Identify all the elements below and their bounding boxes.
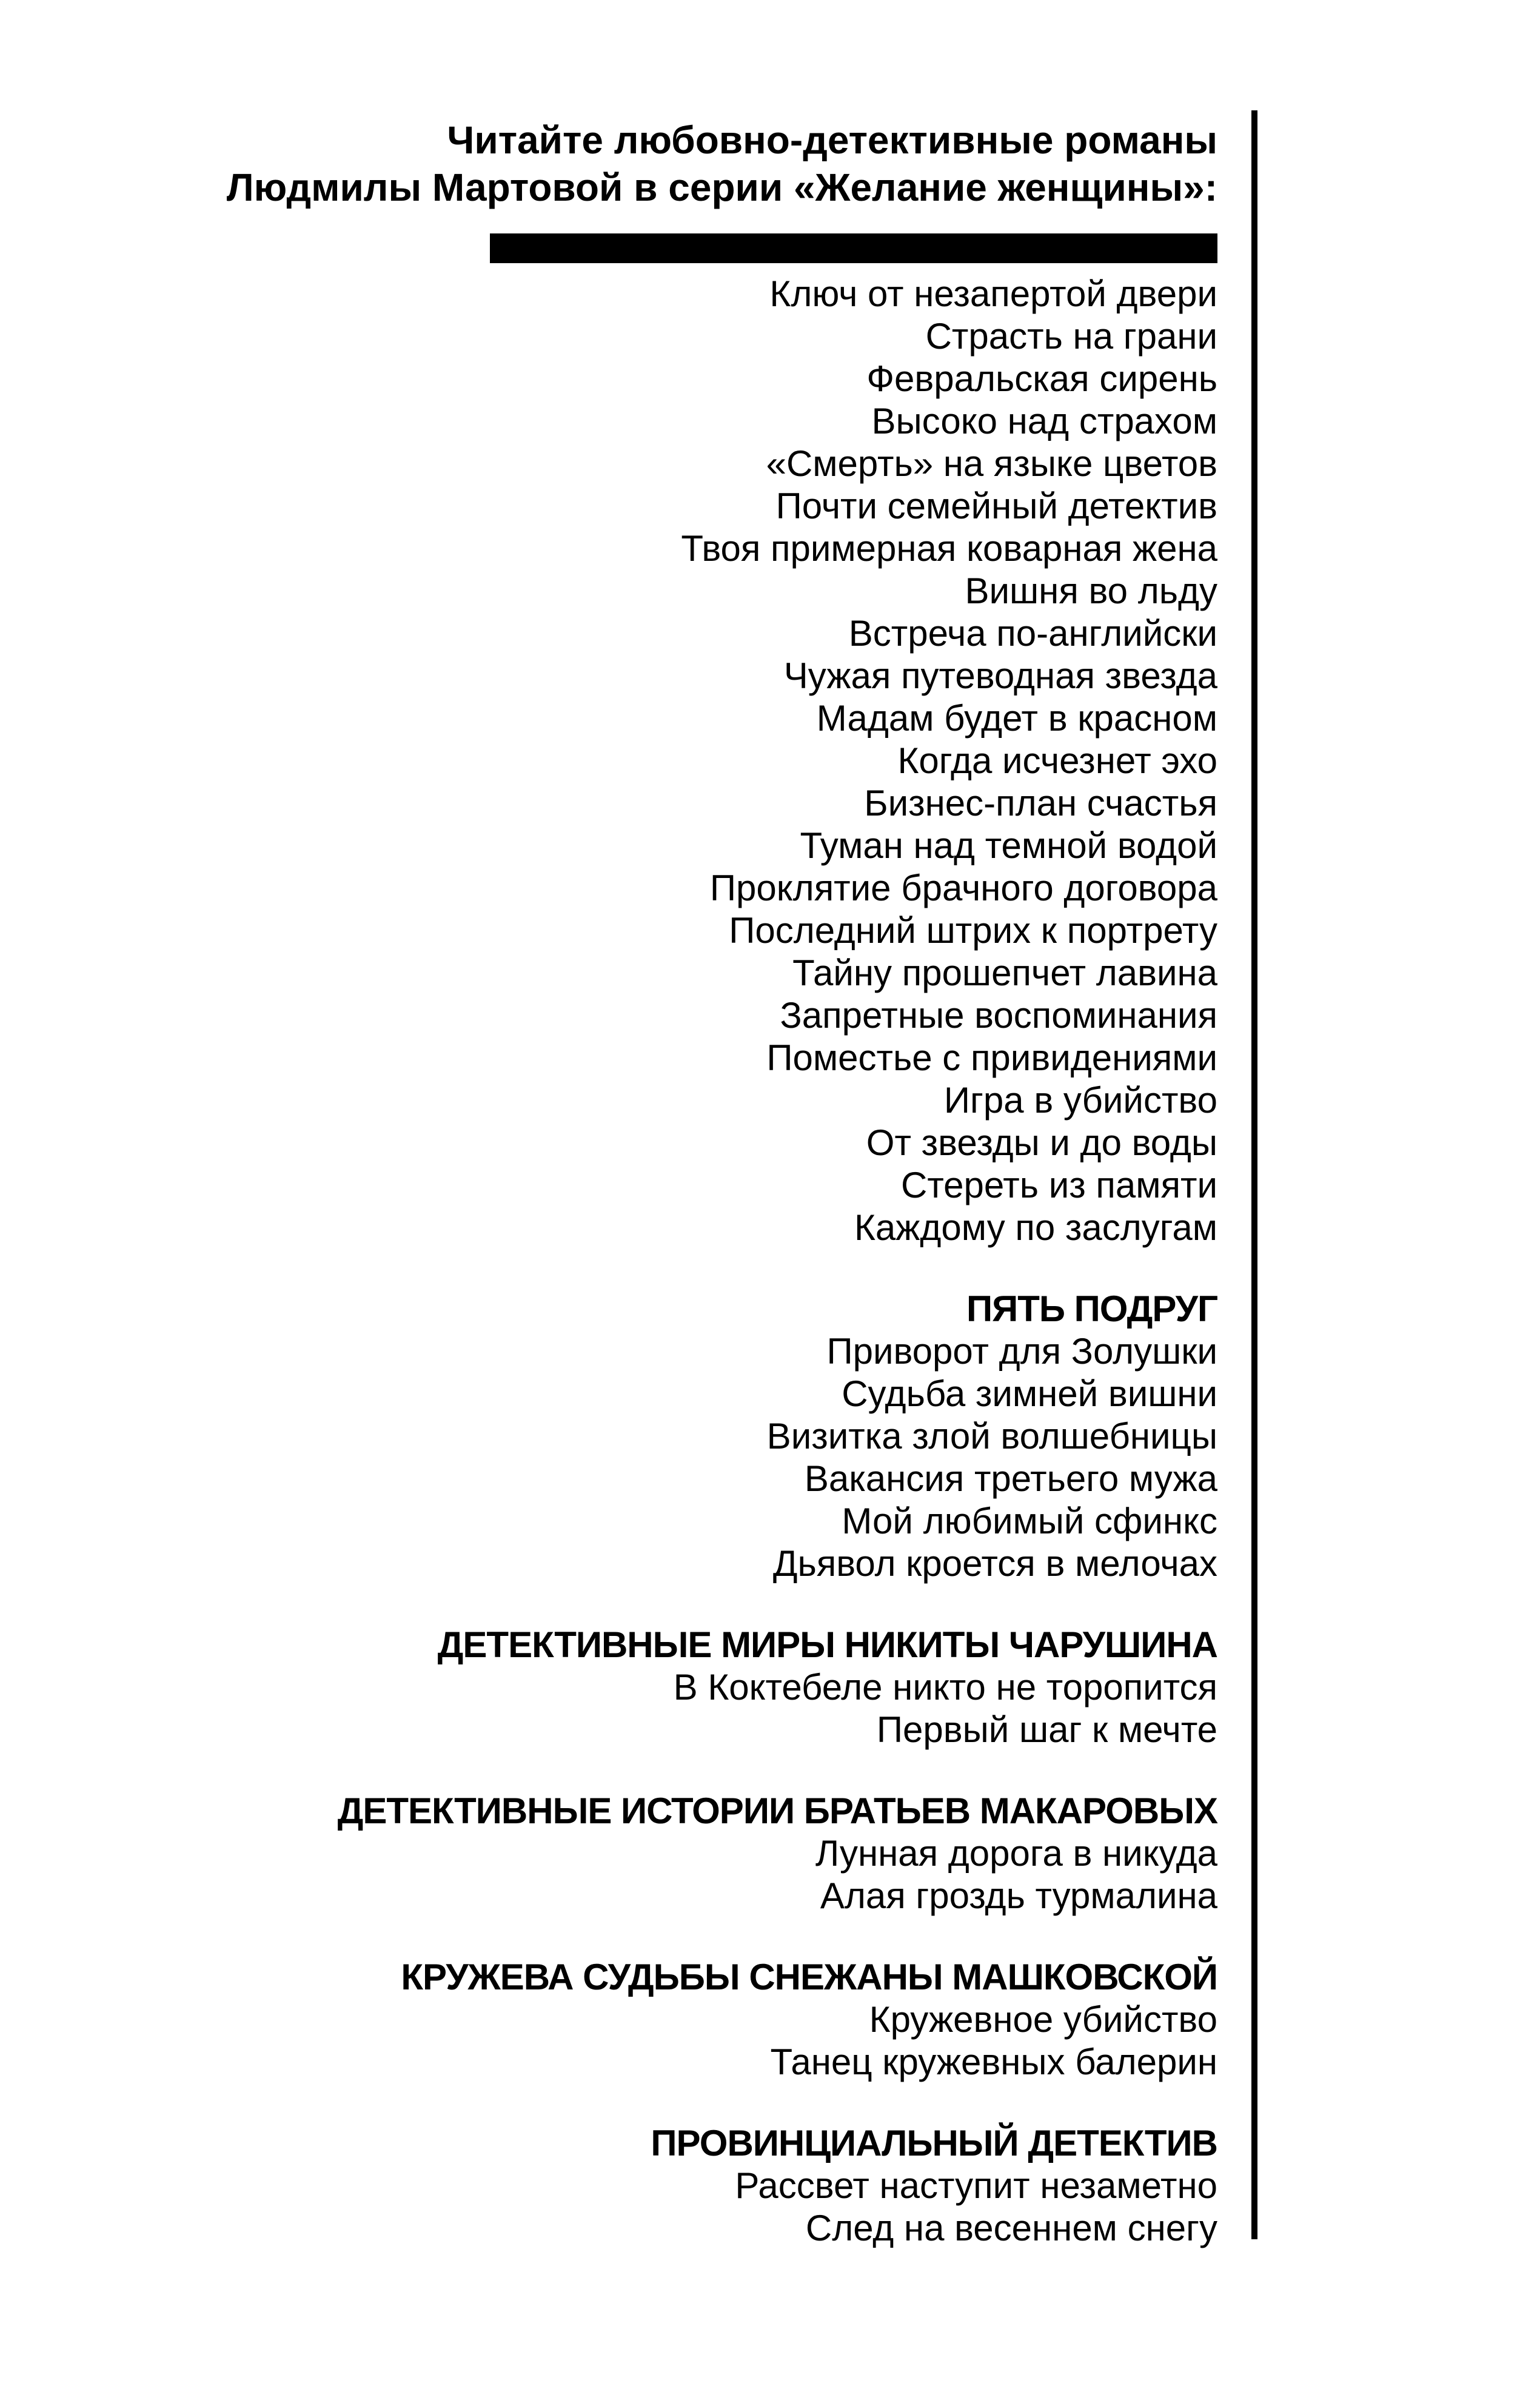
book-title: Стереть из памяти [901, 1165, 1217, 1205]
book-title: Игра в убийство [943, 1080, 1217, 1121]
book-title: Судьба зимней вишни [842, 1373, 1217, 1414]
book-title: Февральская сирень [866, 358, 1217, 399]
book-title: Кружевное убийство [869, 1999, 1217, 2040]
series-heading: ПЯТЬ ПОДРУГ [966, 1288, 1217, 1329]
series-heading: ДЕТЕКТИВНЫЕ ИСТОРИИ БРАТЬЕВ МАКАРОВЫХ [337, 1791, 1217, 1831]
series-section [158, 1956, 1217, 2083]
right-edge-rule [1251, 110, 1257, 2239]
book-title: Приворот для Золушки [826, 1331, 1217, 1372]
series-section [158, 1288, 1217, 1585]
book-title: Страсть на грани [925, 316, 1217, 357]
series-section [158, 2122, 1217, 2250]
content-column [158, 116, 1217, 2250]
book-title: Алая гроздь турмалина [820, 1875, 1217, 1916]
book-title: Встреча по-английски [848, 613, 1217, 654]
book-title: Каждому по заслугам [854, 1207, 1217, 1248]
page-header [158, 116, 1217, 211]
book-title: Танец кружевных балерин [770, 2042, 1217, 2082]
book-title: Твоя примерная коварная жена [681, 528, 1217, 569]
book-title: Проклятие брачного договора [709, 868, 1217, 908]
book-title: Первый шаг к мечте [876, 1709, 1217, 1750]
book-title: Когда исчезнет эхо [897, 740, 1217, 781]
book-title: Дьявол кроется в мелочах [772, 1543, 1217, 1584]
book-title: Туман над темной водой [800, 825, 1217, 866]
book-title: Тайну прошепчет лавина [792, 953, 1217, 993]
book-title: Ключ от незапертой двери [769, 273, 1217, 314]
book-title: Поместье с привидениями [766, 1037, 1217, 1078]
book-title: Мой любимый сфинкс [842, 1501, 1217, 1541]
series-section [158, 1790, 1217, 1917]
book-title: «Смерть» на языке цветов [766, 443, 1217, 484]
book-title: Вишня во льду [965, 571, 1217, 611]
header-line-1: Читайте любовно-детективные романы [447, 118, 1217, 162]
book-series-list [158, 273, 1217, 2250]
divider-bar [490, 233, 1217, 263]
book-title: Вакансия третьего мужа [804, 1458, 1217, 1499]
series-heading: ПРОВИНЦИАЛЬНЫЙ ДЕТЕКТИВ [651, 2123, 1217, 2163]
header-line-2: Людмилы Мартовой в серии «Желание женщины»: [226, 166, 1217, 209]
book-title: Бизнес-план счастья [864, 783, 1217, 823]
book-title: В Коктебеле никто не торопится [673, 1667, 1217, 1707]
book-title: Лунная дорога в никуда [815, 1833, 1217, 1874]
book-title: Последний штрих к портрету [729, 910, 1217, 951]
book-title: Почти семейный детектив [775, 486, 1217, 526]
book-title: Мадам будет в красном [816, 698, 1217, 739]
series-section [158, 1624, 1217, 1751]
series-heading: ДЕТЕКТИВНЫЕ МИРЫ НИКИТЫ ЧАРУШИНА [437, 1624, 1217, 1665]
book-title: След на весеннем снегу [805, 2208, 1217, 2248]
book-title: Чужая путеводная звезда [783, 655, 1217, 696]
series-section [158, 273, 1217, 1249]
book-title: Высоко над страхом [871, 401, 1217, 441]
book-title: От звезды и до воды [866, 1122, 1217, 1163]
series-heading: КРУЖЕВА СУДЬБЫ СНЕЖАНЫ МАШКОВСКОЙ [401, 1957, 1217, 1997]
book-title: Запретные воспоминания [780, 995, 1217, 1036]
book-title: Визитка злой волшебницы [766, 1416, 1217, 1456]
book-title: Рассвет наступит незаметно [735, 2165, 1217, 2206]
